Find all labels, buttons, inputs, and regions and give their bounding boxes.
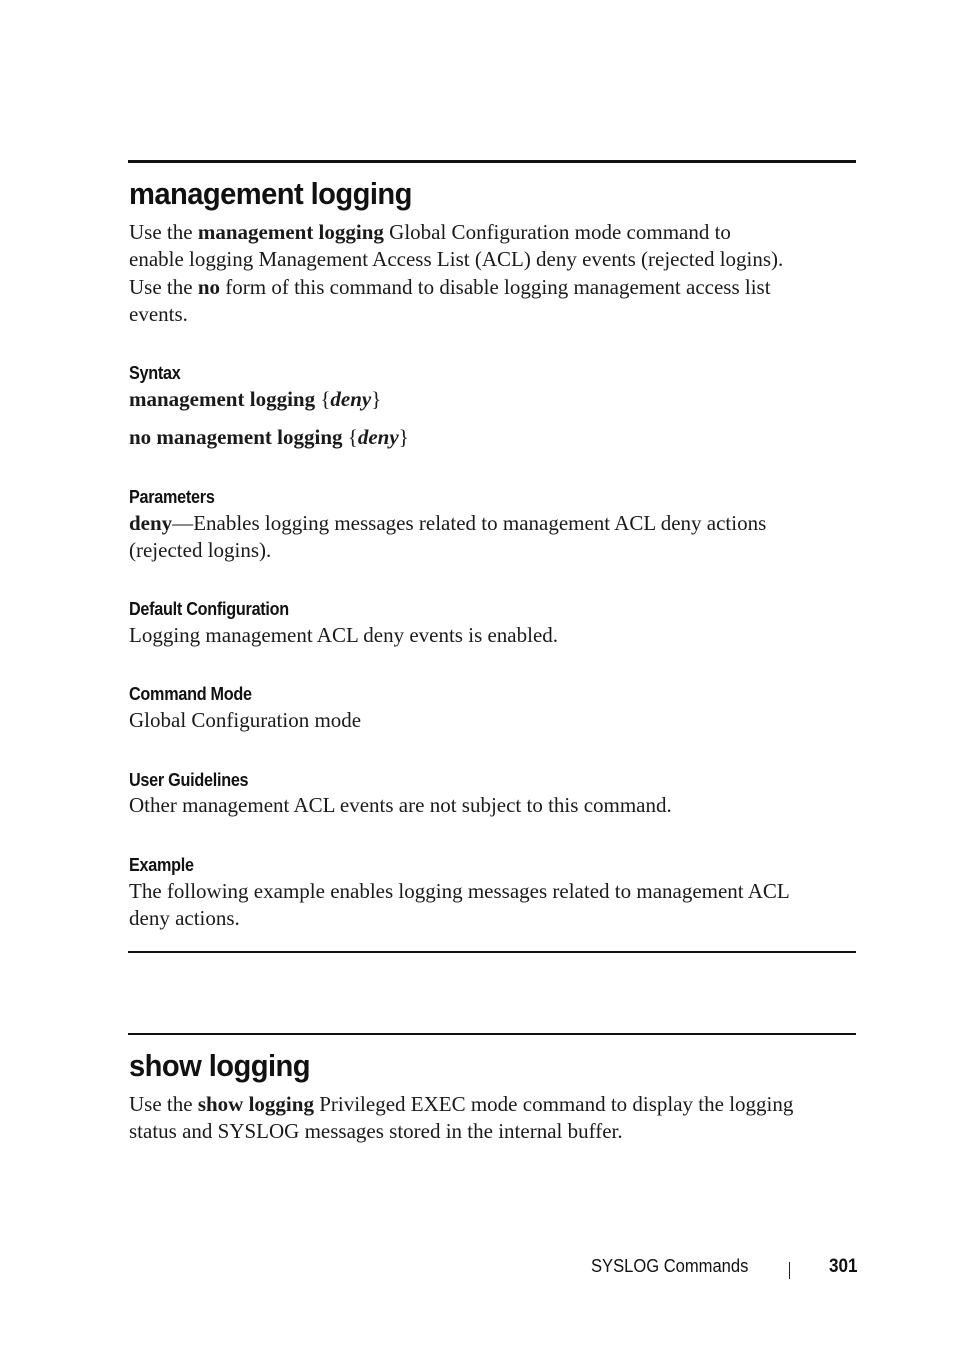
intro-no-keyword: no	[197, 274, 221, 299]
syntax-command-1: management logging	[129, 387, 316, 411]
intro-line-3-rest: form of this command to disable logging management access list	[220, 274, 771, 299]
parameter-description: —Enables logging messages related to management ACL deny actions	[172, 511, 767, 535]
syntax-open-brace-2: {	[342, 425, 358, 449]
command-mode-text: Global Configuration mode	[129, 708, 362, 732]
default-configuration-heading: Default Configuration	[129, 599, 289, 619]
parameters-paragraph	[129, 510, 869, 565]
command-mode-heading: Command Mode	[129, 684, 252, 704]
intro-line-3-use-the: Use the	[129, 274, 198, 299]
parameter-term-deny: deny	[129, 511, 173, 535]
page-number: 301	[829, 1256, 858, 1277]
show-logging-line-1-rest: Privileged EXEC mode command to display the logging	[313, 1092, 794, 1116]
intro-line-4: events.	[129, 301, 188, 326]
intro-line-1	[129, 220, 731, 244]
user-guidelines-text: Other management ACL events are not subject to this command.	[129, 793, 672, 817]
example-line-2: deny actions.	[129, 906, 240, 931]
footer-chapter-title: SYSLOG Commands	[591, 1256, 749, 1276]
section-2-top-rule	[128, 1033, 856, 1035]
section-title-show-logging: show logging	[129, 1048, 310, 1083]
show-logging-line-1	[129, 1092, 793, 1116]
parameters-line-1	[129, 511, 766, 535]
parameters-heading: Parameters	[129, 487, 215, 507]
intro-line-2: enable logging Management Access List (ACL) deny events (rejected logins).	[129, 247, 784, 272]
parameters-line-2: (rejected logins).	[129, 538, 272, 563]
syntax-param-2: deny	[357, 425, 399, 449]
intro-use-the: Use the	[129, 220, 198, 244]
syntax-line-1	[129, 386, 869, 413]
section-top-rule	[128, 160, 856, 163]
show-logging-use-the: Use the	[129, 1092, 198, 1116]
syntax-param-1: deny	[330, 387, 372, 411]
syntax-close-brace-2: }	[398, 425, 409, 449]
syntax-heading: Syntax	[129, 363, 181, 383]
syntax-open-brace-1: {	[315, 387, 331, 411]
user-guidelines-heading: User Guidelines	[129, 770, 249, 790]
show-logging-line-2: status and SYSLOG messages stored in the internal buffer.	[129, 1119, 623, 1144]
section-title-management-logging: management logging	[129, 176, 412, 211]
example-line-1: The following example enables logging messages related to management ACL	[129, 879, 790, 903]
example-paragraph	[129, 878, 869, 933]
intro-line-1-rest: Global Configuration mode command to	[383, 220, 731, 244]
intro-command-name: management logging	[197, 220, 384, 244]
intro-paragraph	[129, 219, 869, 328]
example-heading: Example	[129, 855, 194, 875]
default-configuration-text: Logging management ACL deny events is enabled.	[129, 623, 559, 647]
show-logging-intro	[129, 1091, 869, 1146]
syntax-line-2	[129, 424, 869, 451]
intro-line-3	[129, 275, 771, 299]
section-bottom-rule	[128, 951, 856, 953]
syntax-close-brace-1: }	[371, 387, 382, 411]
syntax-command-2: no management logging	[129, 425, 343, 449]
footer-separator	[789, 1262, 790, 1279]
show-logging-command-name: show logging	[197, 1092, 314, 1116]
